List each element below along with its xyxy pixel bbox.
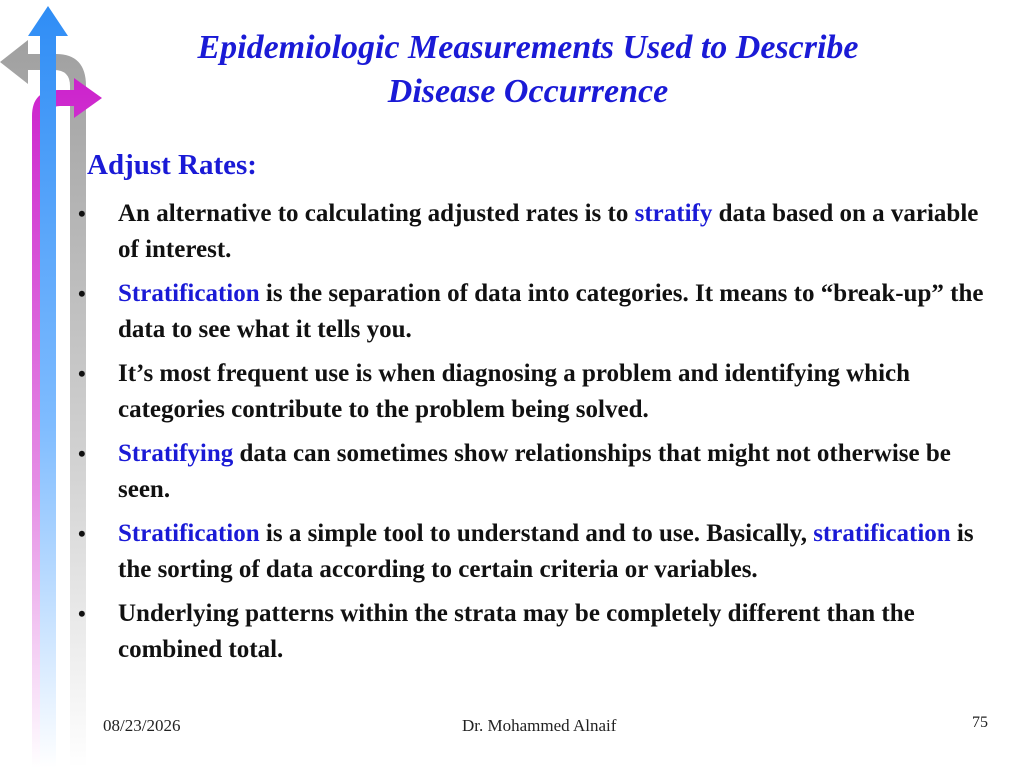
bullet-dot-icon: • — [78, 201, 86, 226]
bullet-text: data based on a variable of interest. — [118, 200, 979, 263]
highlighted-term: Stratification — [118, 520, 260, 547]
footer-date: 08/23/2026 — [103, 716, 181, 735]
title-line-1: Epidemiologic Measurements Used to Describe — [197, 29, 859, 66]
bullet-text: An alternative to calculating adjusted rates is to — [118, 200, 635, 227]
bullet-item — [78, 436, 998, 508]
bullet-text: data can sometimes show relationships that might not otherwise be seen. — [118, 440, 951, 503]
bullet-text: is the sorting of data according to certain criteria or variables. — [118, 520, 974, 583]
bullet-dot-icon: • — [78, 441, 86, 466]
bullet-dot-icon: • — [78, 361, 86, 386]
highlighted-term: stratify — [634, 200, 713, 227]
title-line-2: Disease Occurrence — [387, 73, 669, 110]
bullet-dot-icon: • — [78, 521, 86, 546]
highlighted-term: stratification — [813, 520, 951, 547]
bullet-item — [78, 276, 998, 348]
bullet-text: It’s most frequent use is when diagnosing a problem and identifying which categories contribute to the problem being solved. — [118, 360, 911, 423]
bullet-list — [78, 196, 998, 676]
bullet-dot-icon: • — [78, 281, 86, 306]
highlighted-term: Stratifying — [118, 440, 234, 467]
bullet-dot-icon: • — [78, 601, 86, 626]
footer-author: Dr. Mohammed Alnaif — [462, 716, 617, 735]
bullet-item — [78, 596, 998, 668]
bullet-item — [78, 356, 998, 428]
section-heading: Adjust Rates: — [87, 149, 257, 181]
bullet-text: is a simple tool to understand and to use. Basically, — [259, 520, 814, 547]
page-number: 75 — [972, 714, 988, 731]
bullet-item — [78, 516, 998, 588]
bullet-text: Underlying patterns within the strata may be completely different than the combined total. — [118, 600, 915, 663]
bullet-item — [78, 196, 998, 268]
highlighted-term: Stratification — [118, 280, 260, 307]
bullet-text: is the separation of data into categories. It means to “break-up” the data to see what it tells you. — [118, 280, 984, 343]
slide-title — [100, 26, 956, 114]
